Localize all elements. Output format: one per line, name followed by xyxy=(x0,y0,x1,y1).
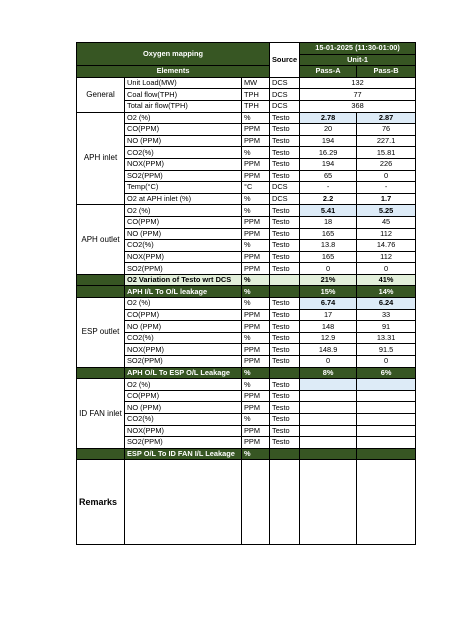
source-cell: Testo xyxy=(270,321,300,333)
unit-cell: PPM xyxy=(242,309,270,321)
summary-spacer xyxy=(77,274,125,286)
source-cell: Testo xyxy=(270,344,300,356)
summary-source xyxy=(270,448,300,460)
unit-cell: PPM xyxy=(242,158,270,170)
unit-cell: TPH xyxy=(242,100,270,112)
pass-a-value: 16.29 xyxy=(300,147,357,159)
pass-a-value: 194 xyxy=(300,158,357,170)
param-cell: Unit Load(MW) xyxy=(125,77,242,89)
table-row xyxy=(77,124,416,136)
unit-cell: PPM xyxy=(242,425,270,437)
pass-b-value: - xyxy=(357,182,416,194)
pass-b-value: 6.24 xyxy=(357,298,416,310)
param-cell: CO(PPM) xyxy=(125,390,242,402)
source-cell: Testo xyxy=(270,147,300,159)
pass-a-value: 2.78 xyxy=(300,112,357,124)
param-cell: CO(PPM) xyxy=(125,216,242,228)
source-cell: Testo xyxy=(270,205,300,217)
source-cell: Testo xyxy=(270,135,300,147)
pass-a-value: 0 xyxy=(300,263,357,275)
param-cell: SO2(PPM) xyxy=(125,437,242,449)
unit-cell: PPM xyxy=(242,251,270,263)
summary-unit: % xyxy=(242,274,270,286)
source-cell: Testo xyxy=(270,158,300,170)
unit-cell: PPM xyxy=(242,170,270,182)
source-cell: Testo xyxy=(270,356,300,368)
summary-source xyxy=(270,286,300,298)
pass-a-value: 148.9 xyxy=(300,344,357,356)
summary-label: O2 Variation of Testo wrt DCS xyxy=(125,274,242,286)
param-cell: NO (PPM) xyxy=(125,321,242,333)
pass-a-value: 194 xyxy=(300,135,357,147)
summary-spacer xyxy=(77,367,125,379)
table-row xyxy=(77,112,416,124)
pass-b-value xyxy=(357,414,416,426)
source-cell: DCS xyxy=(270,77,300,89)
pass-b-value: 15.81 xyxy=(357,147,416,159)
pass-b-value: 2.87 xyxy=(357,112,416,124)
pass-a-value xyxy=(300,437,357,449)
unit-cell: TPH xyxy=(242,89,270,101)
summary-unit: % xyxy=(242,286,270,298)
pass-a-value: 165 xyxy=(300,251,357,263)
pass-a-value: 12.9 xyxy=(300,332,357,344)
table-row xyxy=(77,286,416,298)
value-cell: 368 xyxy=(300,100,416,112)
pass-a-value xyxy=(300,390,357,402)
pass-a-value: 148 xyxy=(300,321,357,333)
source-cell: Testo xyxy=(270,402,300,414)
param-cell: CO(PPM) xyxy=(125,124,242,136)
pass-b-value: 1.7 xyxy=(357,193,416,205)
unit-cell: % xyxy=(242,112,270,124)
source-cell: DCS xyxy=(270,89,300,101)
param-cell: CO2(%) xyxy=(125,147,242,159)
pass-b-header: Pass-B xyxy=(357,66,416,78)
source-cell: Testo xyxy=(270,263,300,275)
source-cell: Testo xyxy=(270,240,300,252)
param-cell: O2 (%) xyxy=(125,298,242,310)
table-row xyxy=(77,100,416,112)
source-cell: Testo xyxy=(270,251,300,263)
unit-cell: PPM xyxy=(242,321,270,333)
table-row xyxy=(77,367,416,379)
table-row xyxy=(77,344,416,356)
table-row xyxy=(77,89,416,101)
param-cell: O2 at APH inlet (%) xyxy=(125,193,242,205)
table-row xyxy=(77,425,416,437)
table-row xyxy=(77,170,416,182)
pass-a-value: 5.41 xyxy=(300,205,357,217)
param-cell: NOX(PPM) xyxy=(125,344,242,356)
value-cell: 77 xyxy=(300,89,416,101)
param-cell: Total air flow(TPH) xyxy=(125,100,242,112)
unit-cell: PPM xyxy=(242,216,270,228)
param-cell: Coal flow(TPH) xyxy=(125,89,242,101)
pass-b-value: 13.31 xyxy=(357,332,416,344)
unit-cell: PPM xyxy=(242,356,270,368)
remarks-label: Remarks xyxy=(77,460,125,545)
table-row xyxy=(77,158,416,170)
unit-cell: PPM xyxy=(242,263,270,275)
pass-a-value xyxy=(300,425,357,437)
table-row xyxy=(77,379,416,391)
unit-cell: PPM xyxy=(242,228,270,240)
summary-spacer xyxy=(77,286,125,298)
remarks-param xyxy=(125,460,242,545)
pass-b-value: 6% xyxy=(357,367,416,379)
pass-b-value: 5.25 xyxy=(357,205,416,217)
pass-b-value: 227.1 xyxy=(357,135,416,147)
unit-header: Unit-1 xyxy=(300,54,416,66)
table-row xyxy=(77,309,416,321)
pass-b-value xyxy=(357,448,416,460)
pass-b-value: 14.76 xyxy=(357,240,416,252)
source-cell: DCS xyxy=(270,182,300,194)
pass-b-value: 91.5 xyxy=(357,344,416,356)
date-header: 15-01-2025 (11:30-01:00) xyxy=(300,43,416,55)
source-cell: Testo xyxy=(270,216,300,228)
unit-cell: % xyxy=(242,240,270,252)
source-cell: Testo xyxy=(270,390,300,402)
remarks-pass-b xyxy=(357,460,416,545)
pass-b-value: 14% xyxy=(357,286,416,298)
unit-cell: % xyxy=(242,205,270,217)
summary-unit: % xyxy=(242,448,270,460)
pass-b-value xyxy=(357,402,416,414)
pass-b-value: 91 xyxy=(357,321,416,333)
table-row xyxy=(77,228,416,240)
table-row xyxy=(77,216,416,228)
param-cell: NO (PPM) xyxy=(125,135,242,147)
table-title: Oxygen mapping xyxy=(77,43,270,66)
source-cell: Testo xyxy=(270,379,300,391)
unit-cell: % xyxy=(242,414,270,426)
table-row xyxy=(77,147,416,159)
summary-label: APH I/L To O/L leakage xyxy=(125,286,242,298)
unit-cell: MW xyxy=(242,77,270,89)
unit-cell: PPM xyxy=(242,124,270,136)
source-cell: Testo xyxy=(270,228,300,240)
table-row xyxy=(77,390,416,402)
table-row xyxy=(77,77,416,89)
table-row xyxy=(77,460,416,545)
summary-unit: % xyxy=(242,367,270,379)
pass-a-header: Pass-A xyxy=(300,66,357,78)
pass-a-value: - xyxy=(300,182,357,194)
unit-cell: % xyxy=(242,147,270,159)
remarks-source xyxy=(270,460,300,545)
param-cell: NO (PPM) xyxy=(125,402,242,414)
remarks-unit xyxy=(242,460,270,545)
table-row xyxy=(77,437,416,449)
summary-label: ESP O/L To ID FAN I/L Leakage xyxy=(125,448,242,460)
unit-cell: °C xyxy=(242,182,270,194)
pass-a-value: 65 xyxy=(300,170,357,182)
param-cell: Temp(°C) xyxy=(125,182,242,194)
summary-source xyxy=(270,367,300,379)
pass-b-value: 112 xyxy=(357,251,416,263)
pass-b-value: 0 xyxy=(357,170,416,182)
param-cell: NO (PPM) xyxy=(125,228,242,240)
remarks-pass-a xyxy=(300,460,357,545)
table-row xyxy=(77,193,416,205)
table-row xyxy=(77,274,416,286)
table-row xyxy=(77,251,416,263)
table-row xyxy=(77,402,416,414)
unit-cell: PPM xyxy=(242,135,270,147)
param-cell: NOX(PPM) xyxy=(125,158,242,170)
pass-a-value: 21% xyxy=(300,274,357,286)
unit-cell: % xyxy=(242,298,270,310)
source-cell: Testo xyxy=(270,437,300,449)
unit-cell: % xyxy=(242,193,270,205)
pass-b-value: 0 xyxy=(357,356,416,368)
table-row xyxy=(77,448,416,460)
pass-b-value: 45 xyxy=(357,216,416,228)
pass-a-value xyxy=(300,414,357,426)
param-cell: SO2(PPM) xyxy=(125,263,242,275)
table-row xyxy=(77,135,416,147)
source-cell: Testo xyxy=(270,170,300,182)
unit-cell: % xyxy=(242,379,270,391)
elements-header: Elements xyxy=(77,66,270,78)
pass-b-value: 76 xyxy=(357,124,416,136)
oxygen-mapping-table xyxy=(76,42,416,545)
pass-b-value xyxy=(357,390,416,402)
pass-a-value xyxy=(300,448,357,460)
pass-b-value: 0 xyxy=(357,263,416,275)
pass-a-value: 13.8 xyxy=(300,240,357,252)
pass-a-value: 17 xyxy=(300,309,357,321)
param-cell: CO2(%) xyxy=(125,240,242,252)
table-row xyxy=(77,356,416,368)
table-row xyxy=(77,321,416,333)
table-row xyxy=(77,240,416,252)
value-cell: 132 xyxy=(300,77,416,89)
unit-cell: PPM xyxy=(242,437,270,449)
pass-b-value: 112 xyxy=(357,228,416,240)
source-cell: Testo xyxy=(270,298,300,310)
param-cell: O2 (%) xyxy=(125,112,242,124)
source-cell: DCS xyxy=(270,193,300,205)
group-label-id-fan-inlet: ID FAN inlet xyxy=(77,379,125,449)
summary-spacer xyxy=(77,448,125,460)
source-cell: Testo xyxy=(270,112,300,124)
source-header: Source xyxy=(270,43,300,78)
pass-b-value: 226 xyxy=(357,158,416,170)
group-label-esp-outlet: ESP outlet xyxy=(77,298,125,368)
unit-cell: PPM xyxy=(242,402,270,414)
pass-a-value: 20 xyxy=(300,124,357,136)
source-cell: Testo xyxy=(270,309,300,321)
pass-a-value: 2.2 xyxy=(300,193,357,205)
summary-label: APH O/L To ESP O/L Leakage xyxy=(125,367,242,379)
pass-a-value xyxy=(300,402,357,414)
param-cell: O2 (%) xyxy=(125,379,242,391)
param-cell: SO2(PPM) xyxy=(125,356,242,368)
param-cell: O2 (%) xyxy=(125,205,242,217)
pass-a-value xyxy=(300,379,357,391)
pass-a-value: 8% xyxy=(300,367,357,379)
param-cell: NOX(PPM) xyxy=(125,251,242,263)
source-cell: Testo xyxy=(270,425,300,437)
param-cell: NOX(PPM) xyxy=(125,425,242,437)
group-label-aph-inlet: APH inlet xyxy=(77,112,125,205)
pass-a-value: 165 xyxy=(300,228,357,240)
source-cell: Testo xyxy=(270,332,300,344)
pass-b-value: 41% xyxy=(357,274,416,286)
unit-cell: PPM xyxy=(242,390,270,402)
table-row xyxy=(77,182,416,194)
pass-a-value: 0 xyxy=(300,356,357,368)
param-cell: CO2(%) xyxy=(125,414,242,426)
pass-a-value: 6.74 xyxy=(300,298,357,310)
pass-a-value: 18 xyxy=(300,216,357,228)
unit-cell: PPM xyxy=(242,344,270,356)
source-cell: Testo xyxy=(270,414,300,426)
pass-b-value: 33 xyxy=(357,309,416,321)
pass-b-value xyxy=(357,425,416,437)
source-cell: DCS xyxy=(270,100,300,112)
group-label-aph-outlet: APH outlet xyxy=(77,205,125,275)
table-row xyxy=(77,332,416,344)
table-body xyxy=(77,43,416,545)
summary-source xyxy=(270,274,300,286)
table-row xyxy=(77,205,416,217)
pass-b-value xyxy=(357,379,416,391)
pass-a-value: 15% xyxy=(300,286,357,298)
group-label-general: General xyxy=(77,77,125,112)
table-row xyxy=(77,263,416,275)
param-cell: SO2(PPM) xyxy=(125,170,242,182)
pass-b-value xyxy=(357,437,416,449)
unit-cell: % xyxy=(242,332,270,344)
table-row xyxy=(77,414,416,426)
table-row xyxy=(77,298,416,310)
param-cell: CO(PPM) xyxy=(125,309,242,321)
source-cell: Testo xyxy=(270,124,300,136)
param-cell: CO2(%) xyxy=(125,332,242,344)
